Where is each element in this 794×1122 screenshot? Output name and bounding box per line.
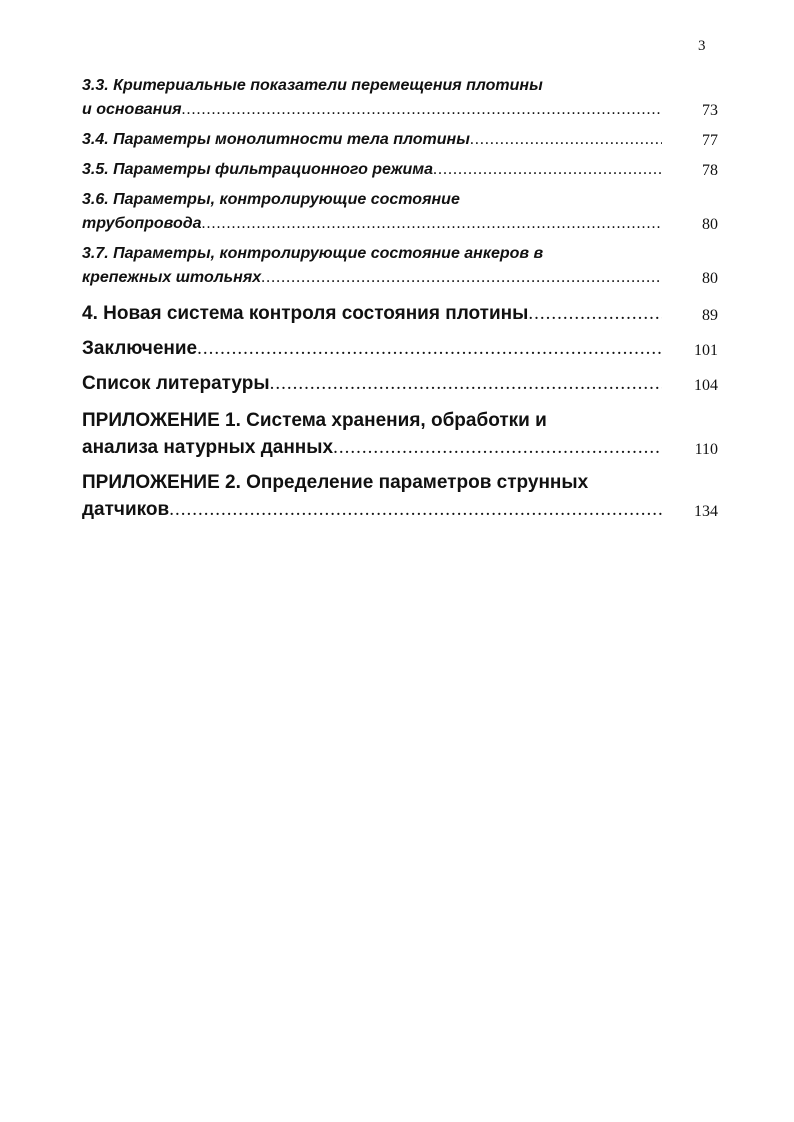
toc-entry-title: Список литературы [82, 373, 270, 394]
toc-entry-title: 4. Новая система контроля состояния плотины [82, 303, 529, 324]
toc-entry-3-4[interactable] [82, 128, 718, 152]
toc-page-number: 104 [694, 377, 718, 394]
toc-entry-conclusion[interactable] [82, 336, 718, 362]
toc-entry-title: 3.3. Критериальные показатели перемещения плотины [82, 77, 543, 94]
toc-entry-3-5[interactable] [82, 158, 718, 182]
dot-leader [261, 266, 662, 290]
toc-entry-title-continued: датчиков [82, 499, 170, 520]
dot-leader [470, 128, 662, 152]
dot-leader [433, 158, 662, 182]
dot-leader [333, 434, 662, 461]
toc-entry-title-continued: и основания [82, 101, 182, 118]
dot-leader [528, 301, 662, 327]
toc-page-number: 89 [702, 307, 718, 324]
toc-page-number: 134 [694, 503, 718, 520]
toc-entry-appendix-1[interactable] [82, 407, 718, 461]
page-number: 3 [698, 38, 706, 54]
toc-entry-title-continued: анализа натурных данных [82, 437, 334, 458]
toc-entry-title: 3.7. Параметры, контролирующие состояние анкеров в [82, 245, 544, 262]
toc-page-number: 73 [702, 102, 718, 119]
toc-page-number: 110 [694, 441, 718, 458]
toc-page-number: 77 [702, 132, 718, 149]
dot-leader [182, 98, 662, 122]
table-of-contents [82, 74, 718, 523]
toc-entry-title: Заключение [82, 338, 198, 359]
toc-entry-title: 3.6. Параметры, контролирующие состояние [82, 191, 460, 208]
toc-entry-references[interactable] [82, 371, 718, 397]
toc-entry-title: 3.4. Параметры монолитности тела плотины [82, 131, 470, 148]
toc-entry-title: ПРИЛОЖЕНИЕ 1. Система хранения, обработки и [82, 410, 547, 431]
toc-entry-title: ПРИЛОЖЕНИЕ 2. Определение параметров струнных [82, 472, 589, 493]
toc-page-number: 78 [702, 162, 718, 179]
toc-entry-3-7[interactable] [82, 242, 718, 290]
toc-entry-title: 3.5. Параметры фильтрационного режима [82, 161, 434, 178]
toc-entry-chapter-4[interactable] [82, 301, 718, 327]
toc-entry-3-6[interactable] [82, 188, 718, 236]
dot-leader [197, 336, 662, 362]
dot-leader [202, 212, 662, 236]
toc-page-number: 80 [702, 270, 718, 287]
toc-entry-title-continued: крепежных штольнях [82, 269, 262, 286]
toc-entry-title-continued: трубопровода [82, 215, 202, 232]
dot-leader [169, 496, 662, 523]
toc-entry-appendix-2[interactable] [82, 469, 718, 523]
toc-page-number: 101 [694, 342, 718, 359]
toc-entry-3-3[interactable] [82, 74, 718, 122]
dot-leader [270, 371, 662, 397]
toc-page-number: 80 [702, 216, 718, 233]
